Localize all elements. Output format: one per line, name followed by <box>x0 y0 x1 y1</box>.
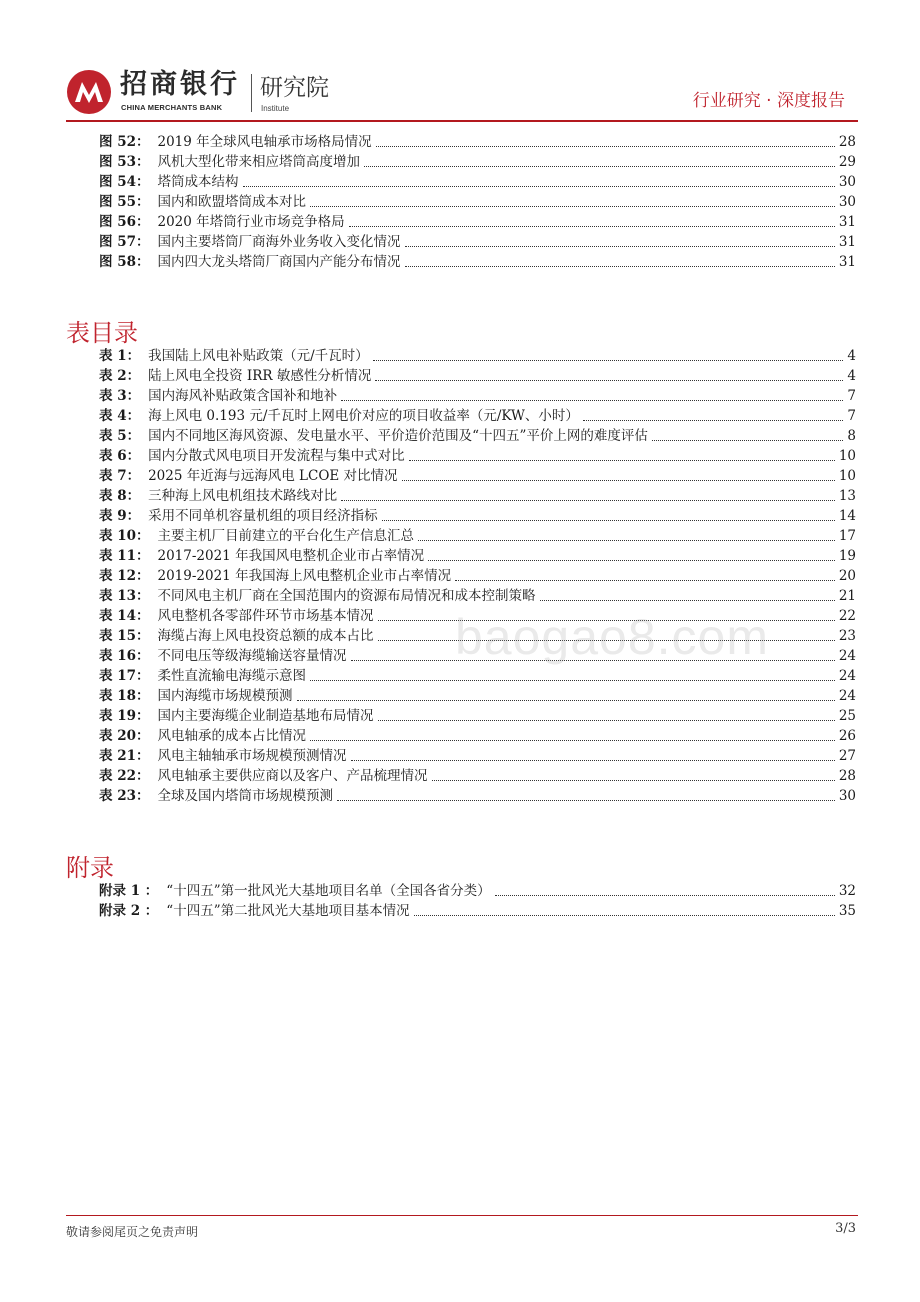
toc-leader <box>405 265 835 267</box>
toc-leader <box>341 399 843 401</box>
toc-entry-title: 2019-2021 年我国海上风电整机企业市占率情况 <box>157 568 452 584</box>
toc-entry-label: 表 6： <box>99 448 141 464</box>
toc-entry-page: 26 <box>838 728 856 744</box>
toc-entry-title: 风电主轴轴承市场规模预测情况 <box>157 748 347 764</box>
toc-entry-page: 10 <box>838 448 856 464</box>
toc-leader <box>373 359 844 361</box>
toc-entry-title: 风电轴承主要供应商以及客户、产品梳理情况 <box>157 768 428 784</box>
appendix-heading: 附录 <box>66 854 114 882</box>
toc-entry[interactable] <box>99 686 856 706</box>
toc-entry-title: 风机大型化带来相应塔筒高度增加 <box>157 154 360 170</box>
toc-entry-page: 31 <box>838 214 856 230</box>
toc-entry-title: 塔筒成本结构 <box>157 174 239 190</box>
toc-entry-title: 国内海缆市场规模预测 <box>157 688 293 704</box>
toc-entry-page: 10 <box>838 468 856 484</box>
toc-entry-title: 我国陆上风电补贴政策（元/千瓦时） <box>148 348 369 364</box>
toc-entry-label: 表 15： <box>99 628 150 644</box>
toc-leader <box>418 539 835 541</box>
toc-entry-page: 35 <box>838 903 856 919</box>
toc-entry[interactable] <box>99 666 856 686</box>
toc-entry[interactable] <box>99 901 856 921</box>
toc-entry[interactable] <box>99 152 856 172</box>
toc-leader <box>540 599 835 601</box>
toc-entry[interactable] <box>99 446 856 466</box>
toc-entry-title: 主要主机厂目前建立的平台化生产信息汇总 <box>157 528 414 544</box>
toc-entry-title: 国内分散式风电项目开发流程与集中式对比 <box>148 448 405 464</box>
toc-leader <box>495 894 835 896</box>
footer-rule <box>66 1215 858 1216</box>
toc-entry[interactable] <box>99 132 856 152</box>
toc-entry-page: 27 <box>838 748 856 764</box>
toc-entry[interactable] <box>99 546 856 566</box>
toc-entry-label: 附录 2 ： <box>99 903 159 919</box>
toc-leader <box>414 914 835 916</box>
toc-leader <box>378 719 835 721</box>
toc-entry-page: 4 <box>847 368 856 384</box>
toc-entry-title: 不同电压等级海缆输送容量情况 <box>157 648 347 664</box>
toc-entry-title: 全球及国内塔筒市场规模预测 <box>157 788 333 804</box>
toc-entry-title: 采用不同单机容量机组的项目经济指标 <box>148 508 378 524</box>
toc-entry-label: 表 19： <box>99 708 150 724</box>
toc-entry-page: 25 <box>838 708 856 724</box>
toc-leader <box>364 165 835 167</box>
toc-entry-page: 31 <box>838 254 856 270</box>
toc-leader <box>409 459 835 461</box>
toc-entry-title: 不同风电主机厂商在全国范围内的资源布局情况和成本控制策略 <box>157 588 536 604</box>
toc-entry-page: 19 <box>838 548 856 564</box>
cmb-logo-icon <box>66 69 112 115</box>
institute-name-en: Institute <box>261 104 290 113</box>
toc-entry[interactable] <box>99 766 856 786</box>
toc-entry-label: 图 54： <box>99 174 150 190</box>
toc-leader <box>402 479 835 481</box>
toc-leader <box>341 499 835 501</box>
toc-entry-page: 32 <box>838 883 856 899</box>
toc-leader <box>432 779 835 781</box>
toc-entry-page: 4 <box>847 348 856 364</box>
toc-entry-label: 表 11： <box>99 548 150 564</box>
toc-entry-label: 图 57： <box>99 234 150 250</box>
toc-entry-page: 31 <box>838 234 856 250</box>
toc-entry-page: 17 <box>838 528 856 544</box>
toc-entry-page: 28 <box>838 768 856 784</box>
toc-entry-label: 表 7： <box>99 468 141 484</box>
toc-entry-label: 表 23： <box>99 788 150 804</box>
toc-entry-label: 图 56： <box>99 214 150 230</box>
toc-entry-page: 7 <box>847 408 856 424</box>
tables-heading: 表目录 <box>66 319 138 347</box>
toc-entry-title: 风电轴承的成本占比情况 <box>157 728 306 744</box>
toc-leader <box>382 519 835 521</box>
toc-entry[interactable] <box>99 466 856 486</box>
page-header <box>0 0 920 118</box>
toc-entry[interactable] <box>99 172 856 192</box>
toc-entry-title: 陆上风电全投资 IRR 敏感性分析情况 <box>148 368 372 384</box>
toc-leader <box>583 419 844 421</box>
toc-entry-title: “十四五”第二批风光大基地项目基本情况 <box>166 903 410 919</box>
toc-leader <box>310 205 835 207</box>
toc-leader <box>375 379 843 381</box>
toc-entry-title: 三种海上风电机组技术路线对比 <box>148 488 338 504</box>
brand-name-cn: 招商银行 <box>120 69 240 100</box>
toc-entry-page: 14 <box>838 508 856 524</box>
toc-entry-page: 24 <box>838 668 856 684</box>
toc-entry-label: 表 5： <box>99 428 141 444</box>
toc-entry-title: 柔性直流输电海缆示意图 <box>157 668 306 684</box>
toc-entry-label: 表 13： <box>99 588 150 604</box>
toc-entry[interactable] <box>99 192 856 212</box>
toc-entry-title: 2025 年近海与远海风电 LCOE 对比情况 <box>148 468 398 484</box>
toc-leader <box>349 225 835 227</box>
toc-entry-title: 国内四大龙头塔筒厂商国内产能分布情况 <box>157 254 401 270</box>
toc-leader <box>297 699 835 701</box>
watermark: baogao8.com <box>455 609 770 665</box>
toc-entry-title: 国内主要海缆企业制造基地布局情况 <box>157 708 374 724</box>
toc-entry[interactable] <box>99 486 856 506</box>
toc-entry[interactable] <box>99 426 856 446</box>
page-number: 3/3 <box>835 1221 856 1236</box>
brand-name-en: CHINA MERCHANTS BANK <box>121 103 223 112</box>
toc-entry-label: 表 20： <box>99 728 150 744</box>
toc-entry-title: 2017-2021 年我国风电整机企业市占率情况 <box>157 548 425 564</box>
toc-leader <box>351 759 835 761</box>
toc-entry[interactable] <box>99 346 856 366</box>
toc-entry-title: 国内和欧盟塔筒成本对比 <box>157 194 306 210</box>
toc-entry-title: 2020 年塔筒行业市场竞争格局 <box>157 214 345 230</box>
toc-entry-label: 表 1： <box>99 348 141 364</box>
toc-entry-page: 24 <box>838 648 856 664</box>
toc-entry-label: 表 8： <box>99 488 141 504</box>
toc-entry[interactable] <box>99 746 856 766</box>
toc-entry-label: 表 22： <box>99 768 150 784</box>
toc-entry-page: 24 <box>838 688 856 704</box>
toc-entry-label: 表 17： <box>99 668 150 684</box>
toc-entry-page: 7 <box>847 388 856 404</box>
toc-leader <box>652 439 844 441</box>
toc-entry-label: 表 21： <box>99 748 150 764</box>
toc-entry[interactable] <box>99 786 856 806</box>
toc-entry-title: 国内主要塔筒厂商海外业务收入变化情况 <box>157 234 401 250</box>
brand-divider <box>251 74 252 112</box>
toc-entry-label: 图 58： <box>99 254 150 270</box>
toc-leader <box>243 185 835 187</box>
toc-entry[interactable] <box>99 232 856 252</box>
toc-leader <box>405 245 835 247</box>
toc-leader <box>310 679 835 681</box>
toc-entry-label: 图 55： <box>99 194 150 210</box>
toc-leader <box>428 559 835 561</box>
toc-entry-label: 表 14： <box>99 608 150 624</box>
toc-entry-label: 图 53： <box>99 154 150 170</box>
toc-entry[interactable] <box>99 586 856 606</box>
toc-entry[interactable] <box>99 386 856 406</box>
toc-entry[interactable] <box>99 406 856 426</box>
toc-entry-label: 表 10： <box>99 528 150 544</box>
toc-entry-title: 海上风电 0.193 元/千瓦时上网电价对应的项目收益率（元/KW、小时） <box>148 408 579 424</box>
toc-entry[interactable] <box>99 566 856 586</box>
toc-entry-title: 海缆占海上风电投资总额的成本占比 <box>157 628 374 644</box>
toc-entry-title: 国内海风补贴政策含国补和地补 <box>148 388 338 404</box>
toc-leader <box>455 579 835 581</box>
toc-entry-label: 表 4： <box>99 408 141 424</box>
toc-entry-page: 21 <box>838 588 856 604</box>
institute-name-cn: 研究院 <box>260 75 329 101</box>
toc-entry-label: 表 9： <box>99 508 141 524</box>
toc-entry-page: 23 <box>838 628 856 644</box>
toc-entry-page: 22 <box>838 608 856 624</box>
toc-entry[interactable] <box>99 366 856 386</box>
toc-entry-label: 表 16： <box>99 648 150 664</box>
toc-entry-page: 30 <box>838 174 856 190</box>
toc-entry[interactable] <box>99 881 856 901</box>
toc-entry-page: 28 <box>838 134 856 150</box>
toc-entry-label: 表 18： <box>99 688 150 704</box>
toc-entry-page: 20 <box>838 568 856 584</box>
toc-entry-page: 30 <box>838 788 856 804</box>
report-type-label: 行业研究 · 深度报告 <box>692 91 845 111</box>
toc-entry[interactable] <box>99 252 856 272</box>
toc-entry[interactable] <box>99 726 856 746</box>
toc-entry-title: 2019 年全球风电轴承市场格局情况 <box>157 134 372 150</box>
toc-entry[interactable] <box>99 526 856 546</box>
toc-entry-label: 图 52： <box>99 134 150 150</box>
toc-entry-title: 国内不同地区海风资源、发电量水平、平价造价范围及“十四五”平价上网的难度评估 <box>148 428 648 444</box>
toc-entry-page: 29 <box>838 154 856 170</box>
disclaimer-note: 敬请参阅尾页之免责声明 <box>66 1225 199 1239</box>
toc-entry-page: 13 <box>838 488 856 504</box>
toc-entry-page: 30 <box>838 194 856 210</box>
toc-entry-page: 8 <box>847 428 856 444</box>
toc-entry-label: 附录 1 ： <box>99 883 159 899</box>
toc-entry-title: 风电整机各零部件环节市场基本情况 <box>157 608 374 624</box>
header-rule <box>66 120 858 122</box>
toc-entry-label: 表 3： <box>99 388 141 404</box>
toc-entry[interactable] <box>99 706 856 726</box>
toc-entry[interactable] <box>99 212 856 232</box>
toc-leader <box>337 799 835 801</box>
toc-entry-title: “十四五”第一批风光大基地项目名单（全国各省分类） <box>166 883 491 899</box>
toc-entry[interactable] <box>99 506 856 526</box>
toc-leader <box>376 145 835 147</box>
toc-leader <box>310 739 835 741</box>
toc-entry-label: 表 12： <box>99 568 150 584</box>
toc-entry-label: 表 2： <box>99 368 141 384</box>
